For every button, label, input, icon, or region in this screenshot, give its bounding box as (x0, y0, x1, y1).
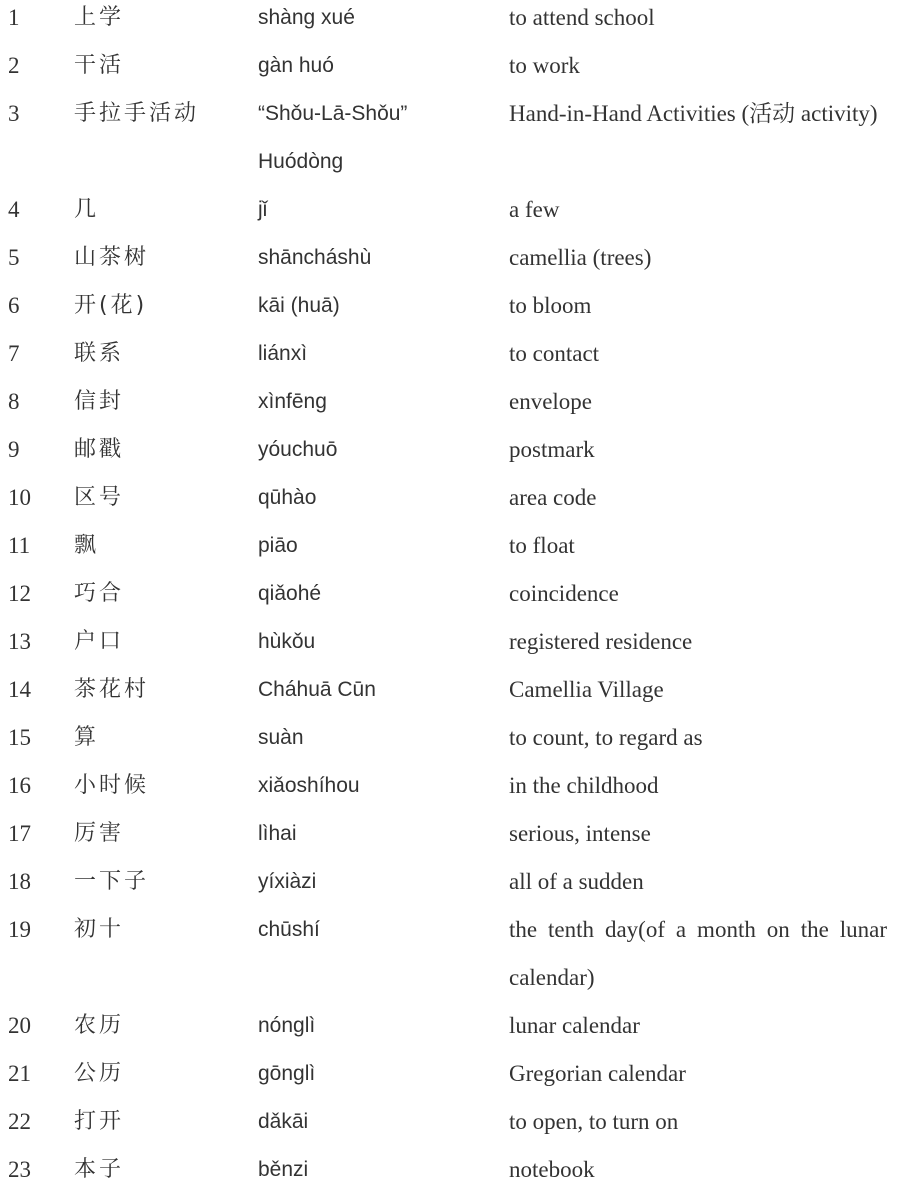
entry-number: 10 (8, 485, 31, 510)
english-meaning: to attend school (509, 5, 655, 30)
pinyin: shàng xué (258, 6, 355, 29)
vocab-row (0, 336, 900, 384)
pinyin: kāi (huā) (258, 294, 340, 317)
english-meaning: to count, to regard as (509, 725, 703, 750)
chinese-term: 公历 (74, 1061, 125, 1086)
vocab-row (0, 576, 900, 624)
pinyin: qiǎohé (258, 582, 322, 605)
english-meaning: to open, to turn on (509, 1109, 679, 1134)
chinese-term: 区号 (74, 485, 125, 510)
chinese-term: 巧合 (74, 581, 125, 606)
english-meaning: registered residence (509, 629, 693, 654)
pinyin: xìnfēng (258, 390, 327, 413)
chinese-term: 初十 (74, 917, 125, 942)
vocab-row (0, 48, 900, 96)
entry-number: 15 (8, 725, 31, 750)
chinese-term: 一下子 (74, 869, 150, 894)
chinese-term: 联系 (74, 341, 125, 366)
entry-number: 19 (8, 917, 31, 942)
entry-number: 17 (8, 821, 31, 846)
vocab-row (0, 768, 900, 816)
english-meaning: camellia (trees) (509, 245, 652, 270)
pinyin: suàn (258, 726, 304, 749)
vocab-row (0, 864, 900, 912)
vocab-row (0, 288, 900, 336)
chinese-term: 几 (74, 197, 100, 222)
entry-number: 23 (8, 1157, 31, 1182)
entry-number: 22 (8, 1109, 31, 1134)
english-meaning: to bloom (509, 293, 592, 318)
entry-number: 6 (8, 293, 20, 318)
vocab-row (0, 1056, 900, 1104)
entry-number: 18 (8, 869, 31, 894)
english-meaning: area code (509, 485, 597, 510)
chinese-term: 厉害 (74, 821, 125, 846)
pinyin: lìhai (258, 822, 297, 845)
english-meaning: the tenth day(of a month on the lunar calendar) (509, 917, 887, 990)
vocab-row (0, 672, 900, 720)
english-meaning: postmark (509, 437, 595, 462)
entry-number: 11 (8, 533, 31, 558)
entry-number: 21 (8, 1061, 31, 1086)
english-meaning: Camellia Village (509, 677, 664, 702)
english-meaning: lunar calendar (509, 1013, 640, 1038)
english-meaning: serious, intense (509, 821, 651, 846)
pinyin: yóuchuō (258, 438, 338, 461)
chinese-term: 小时候 (74, 773, 150, 798)
entry-number: 2 (8, 53, 20, 78)
vocab-row (0, 1152, 900, 1200)
pinyin: gàn huó (258, 54, 334, 77)
chinese-term: 信封 (74, 389, 125, 414)
chinese-term: 茶花村 (74, 677, 150, 702)
pinyin: xiǎoshíhou (258, 774, 360, 797)
entry-number: 5 (8, 245, 20, 270)
entry-number: 9 (8, 437, 20, 462)
english-meaning: to contact (509, 341, 600, 366)
vocab-row (0, 1008, 900, 1056)
pinyin: chūshí (258, 918, 320, 941)
vocab-row (0, 240, 900, 288)
chinese-term: 山茶树 (74, 245, 150, 270)
chinese-term: 干活 (74, 53, 125, 78)
entry-number: 20 (8, 1013, 31, 1038)
pinyin: běnzi (258, 1158, 309, 1181)
entry-number: 13 (8, 629, 31, 654)
english-meaning: Gregorian calendar (509, 1061, 686, 1086)
entry-number: 16 (8, 773, 31, 798)
english-meaning: in the childhood (509, 773, 659, 798)
vocab-row (0, 96, 900, 192)
pinyin: dǎkāi (258, 1110, 309, 1133)
pinyin: liánxì (258, 342, 308, 365)
english-meaning: notebook (509, 1157, 595, 1182)
chinese-term: 农历 (74, 1013, 125, 1038)
entry-number: 1 (8, 5, 20, 30)
vocab-row (0, 192, 900, 240)
pinyin: jǐ (258, 198, 268, 221)
chinese-term: 手拉手活动 (74, 101, 200, 126)
pinyin: shāncháshù (258, 246, 372, 269)
entry-number: 14 (8, 677, 31, 702)
vocab-row (0, 528, 900, 576)
english-meaning: all of a sudden (509, 869, 644, 894)
chinese-term: 户口 (74, 629, 125, 654)
vocab-row (0, 1104, 900, 1152)
english-meaning: to work (509, 53, 580, 78)
pinyin: qūhào (258, 486, 317, 509)
vocab-row (0, 912, 900, 1008)
pinyin: nónglì (258, 1014, 316, 1037)
chinese-term: 上学 (74, 5, 125, 30)
entry-number: 4 (8, 197, 20, 222)
chinese-term: 算 (74, 725, 100, 750)
chinese-term: 邮戳 (74, 437, 125, 462)
chinese-term: 飘 (74, 533, 100, 558)
vocab-row (0, 384, 900, 432)
entry-number: 8 (8, 389, 20, 414)
chinese-term: 本子 (74, 1157, 125, 1182)
entry-number: 7 (8, 341, 20, 366)
english-meaning: envelope (509, 389, 593, 414)
english-meaning: coincidence (509, 581, 619, 606)
vocab-row (0, 624, 900, 672)
pinyin: “Shǒu-Lā-Shǒu” Huódòng (258, 102, 408, 173)
english-meaning: Hand-in-Hand Activities (活动 activity) (509, 101, 878, 126)
english-meaning: to float (509, 533, 575, 558)
vocab-row (0, 720, 900, 768)
chinese-term: 开(花) (74, 293, 148, 318)
vocab-row (0, 0, 900, 48)
chinese-term: 打开 (74, 1109, 125, 1134)
pinyin: piāo (258, 534, 298, 557)
entry-number: 3 (8, 101, 20, 126)
pinyin: hùkǒu (258, 630, 316, 653)
english-meaning: a few (509, 197, 560, 222)
pinyin: Cháhuā Cūn (258, 678, 376, 701)
vocab-row (0, 480, 900, 528)
pinyin: yíxiàzi (258, 870, 317, 893)
entry-number: 12 (8, 581, 31, 606)
vocab-row (0, 432, 900, 480)
pinyin: gōnglì (258, 1062, 316, 1085)
vocab-row (0, 816, 900, 864)
